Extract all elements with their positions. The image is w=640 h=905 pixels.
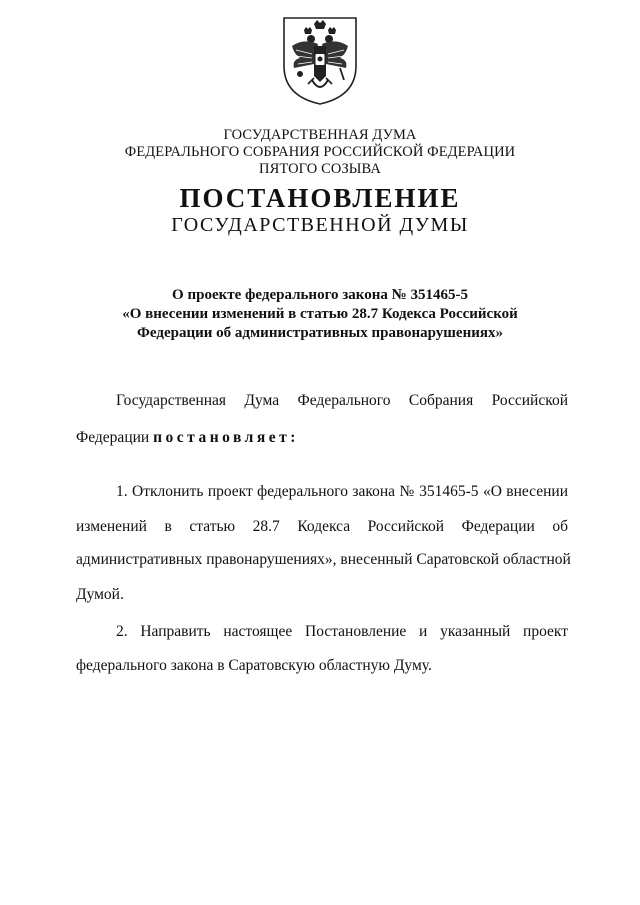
preamble-verb: постановляет:	[153, 429, 299, 446]
preamble-line-1: Государственная Дума Федерального Собрания Российской	[116, 392, 568, 409]
subject-line-1: О проекте федерального закона № 351465-5	[172, 287, 468, 303]
header-organization: ГОСУДАРСТВЕННАЯ ДУМА	[223, 127, 417, 143]
subject-line-2: «О внесении изменений в статью 28.7 Кодекса Российской	[122, 306, 518, 322]
item1-line-2: изменений в статью 28.7 Кодекса Российской Федерации об	[76, 518, 568, 535]
header-federal-assembly: ФЕДЕРАЛЬНОГО СОБРАНИЯ РОССИЙСКОЙ ФЕДЕРАЦИИ	[124, 144, 516, 160]
item1-line-3: административных правонарушениях», внесенный Саратовской областной	[76, 551, 571, 568]
preamble-federation: Федерации	[76, 429, 150, 446]
russian-coat-of-arms-icon	[278, 14, 362, 106]
item1-line-4: Думой.	[76, 586, 124, 603]
item2-line-1: 2. Направить настоящее Постановление и указанный проект	[116, 623, 568, 640]
document-subtitle: ГОСУДАРСТВЕННОЙ ДУМЫ	[171, 214, 469, 236]
subject-line-3: Федерации об административных правонарушениях»	[137, 325, 503, 341]
document-title: ПОСТАНОВЛЕНИЕ	[179, 183, 461, 213]
document-subject	[0, 286, 640, 343]
preamble-line-2	[76, 428, 568, 448]
item1-line-1: 1. Отклонить проект федерального закона № 351465-5 «О внесении	[116, 483, 568, 500]
item2-line-2: федерального закона в Саратовскую областную Думу.	[76, 657, 432, 674]
document-header	[0, 127, 640, 178]
header-convocation: ПЯТОГО СОЗЫВА	[259, 161, 381, 177]
